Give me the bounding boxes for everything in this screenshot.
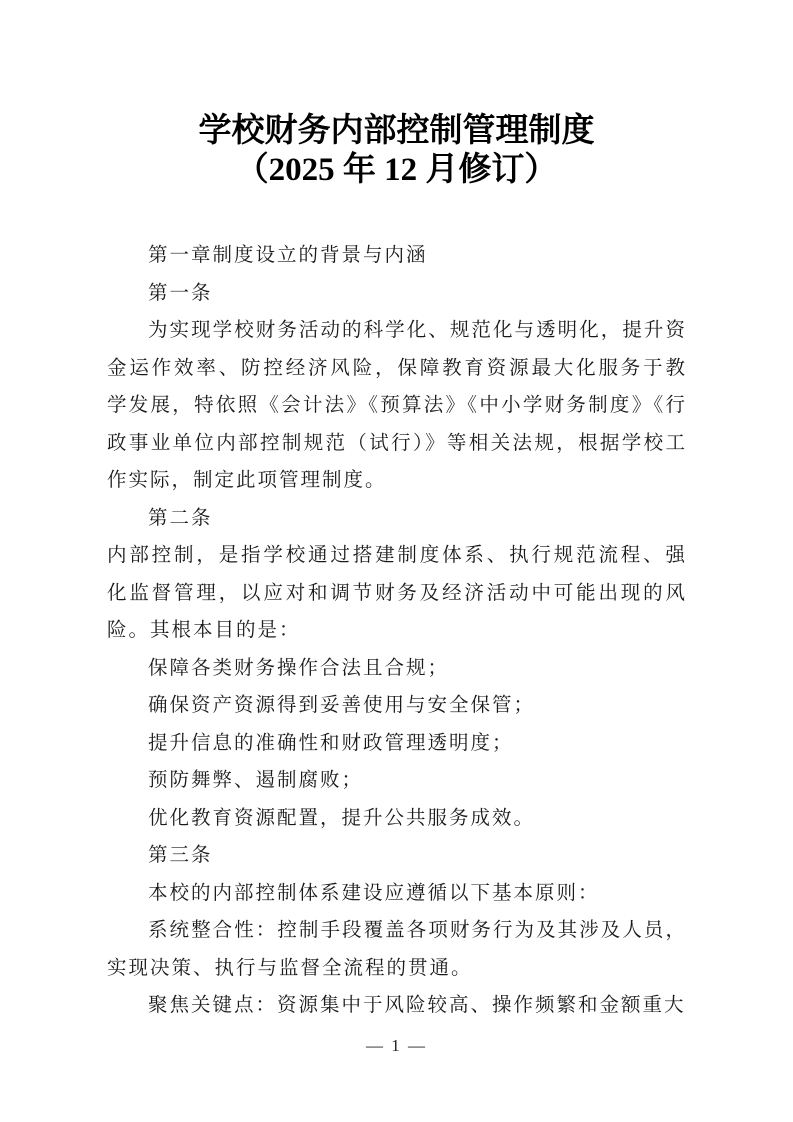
document-body — [107, 236, 687, 1024]
principle-item: 聚焦关键点：资源集中于风险较高、操作频繁和金额重大 — [148, 993, 686, 1016]
list-item: 保障各类财务操作合法且合规； — [148, 655, 450, 679]
principle-item: 系统整合性：控制手段覆盖各项财务行为及其涉及人员，实现决策、执行与监督全流程的贯通。 — [107, 918, 687, 979]
list-item: 预防舞弊、遏制腐败； — [148, 768, 364, 791]
article-paragraph: 内部控制，是指学校通过搭建制度体系、执行规范流程、强化监督管理，以应对和调节财务及经济活动中可能出现的风险。其根本目的是： — [107, 543, 687, 641]
article-heading: 第一条 — [148, 280, 213, 304]
article-heading: 第二条 — [148, 505, 213, 529]
page-number: — 1 — — [366, 1036, 427, 1055]
article-paragraph: 为实现学校财务活动的科学化、规范化与透明化，提升资金运作效率、防控经济风险，保障教育资源最大化服务于教学发展，特依照《会计法》《预算法》《中小学财务制度》《行政事业单位内部控制规范（试行）》等相关法规，根据学校工作实际，制定此项管理制度。 — [107, 318, 687, 491]
article-heading: 第三条 — [148, 843, 213, 866]
list-item: 提升信息的准确性和财政管理透明度； — [148, 730, 514, 754]
list-item: 确保资产资源得到妥善使用与安全保管； — [148, 693, 536, 716]
list-item: 优化教育资源配置，提升公共服务成效。 — [148, 805, 536, 829]
title-block — [0, 110, 793, 190]
document-title: 学校财务内部控制管理制度 — [198, 110, 595, 149]
chapter-heading: 第一章制度设立的背景与内涵 — [148, 243, 428, 266]
document-subtitle: （2025 年 12 月修订） — [235, 152, 558, 188]
article-paragraph: 本校的内部控制体系建设应遵循以下基本原则： — [148, 880, 600, 904]
